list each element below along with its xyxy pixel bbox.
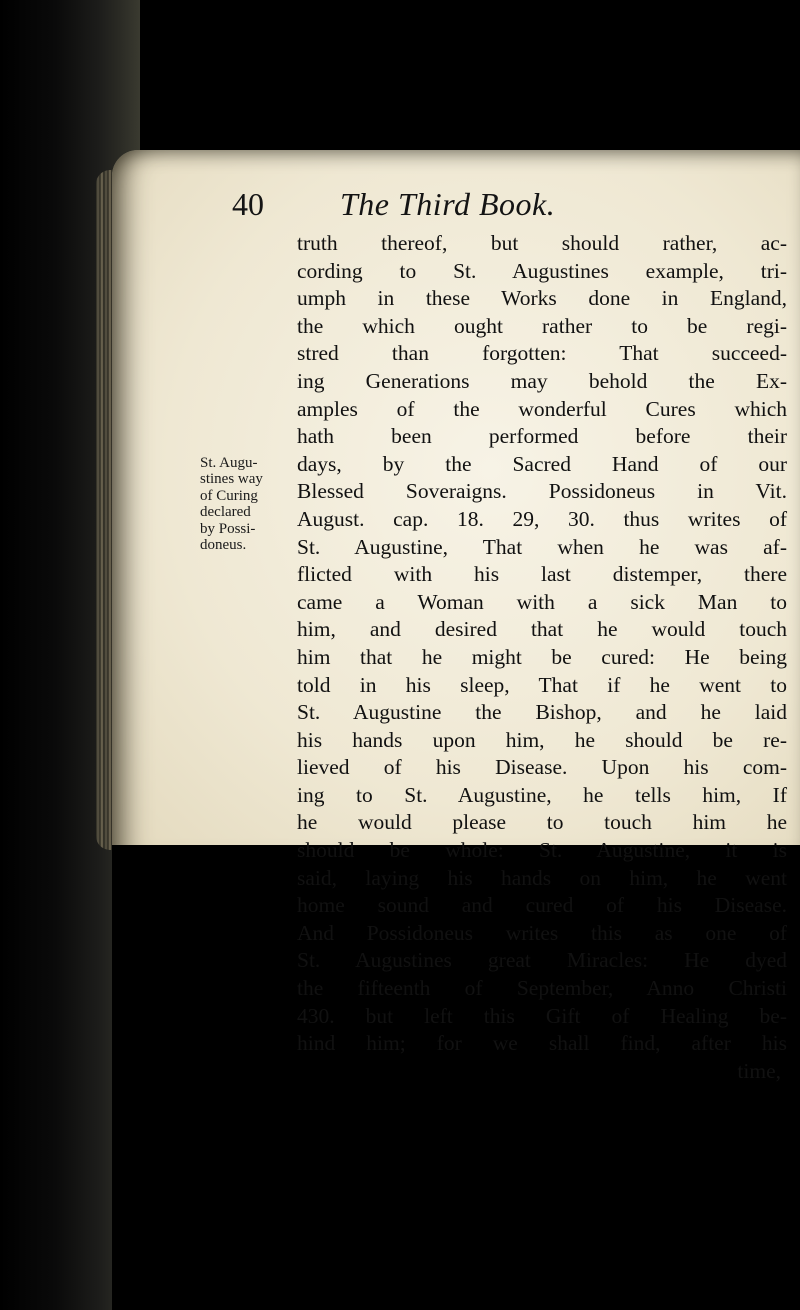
text-line: stred than forgotten: That succeed-	[297, 341, 787, 366]
page-header	[232, 186, 772, 226]
text-line: St. Augustines great Miracles: He dyed	[297, 948, 787, 973]
text-line: St. Augustine, That when he was af-	[297, 534, 787, 559]
marginal-note	[200, 455, 296, 553]
marginal-line: St. Augu-	[200, 455, 258, 471]
text-line: lieved of his Disease. Upon his com-	[297, 755, 787, 780]
text-line: ing to St. Augustine, he tells him, If	[297, 782, 787, 807]
text-line: he would please to touch him he	[297, 810, 787, 835]
text-line: flicted with his last distemper, there	[297, 562, 787, 587]
text-line: time,	[737, 1058, 781, 1083]
text-line: ing Generations may behold the Ex-	[297, 368, 787, 393]
body-text	[297, 230, 787, 1085]
text-line: hind him; for we shall find, after his	[297, 1031, 787, 1056]
text-line: should be whole: St. Augustine, it is	[297, 838, 787, 863]
marginal-line: of Curing	[200, 487, 258, 504]
marginal-line: declared	[200, 504, 251, 521]
text-line: his hands upon him, he should be re-	[297, 727, 787, 752]
marginal-line: stines way	[200, 471, 263, 488]
text-line: said, laying his hands on him, he went	[297, 865, 787, 890]
running-head: The Third Book.	[340, 186, 556, 222]
text-line: the which ought rather to be regi-	[297, 313, 787, 338]
text-line: amples of the wonderful Cures which	[297, 396, 787, 421]
text-line: umph in these Works done in England,	[297, 286, 787, 311]
marginal-line: by Possi-	[200, 520, 256, 537]
text-line: the fifteenth of September, Anno Christi	[297, 976, 787, 1001]
text-line: days, by the Sacred Hand of our	[297, 451, 787, 476]
text-line: home sound and cured of his Disease.	[297, 893, 787, 918]
text-line: August. cap. 18. 29, 30. thus writes of	[297, 506, 787, 531]
text-line: 430. but left this Gift of Healing be-	[297, 1003, 787, 1028]
text-line: And Possidoneus writes this as one of	[297, 920, 787, 945]
marginal-line: doneus.	[200, 537, 247, 554]
text-line: Blessed Soveraigns. Possidoneus in Vit.	[297, 479, 787, 504]
text-line: St. Augustine the Bishop, and he laid	[297, 700, 787, 725]
text-line: came a Woman with a sick Man to	[297, 589, 787, 614]
text-line: him that he might be cured: He being	[297, 644, 787, 669]
text-line: him, and desired that he would touch	[297, 617, 787, 642]
text-line: cording to St. Augustines example, tri-	[297, 258, 787, 283]
text-line: truth thereof, but should rather, ac-	[297, 231, 787, 255]
text-line: hath been performed before their	[297, 424, 787, 449]
text-line: told in his sleep, That if he went to	[297, 672, 787, 697]
page-number: 40	[232, 186, 264, 222]
